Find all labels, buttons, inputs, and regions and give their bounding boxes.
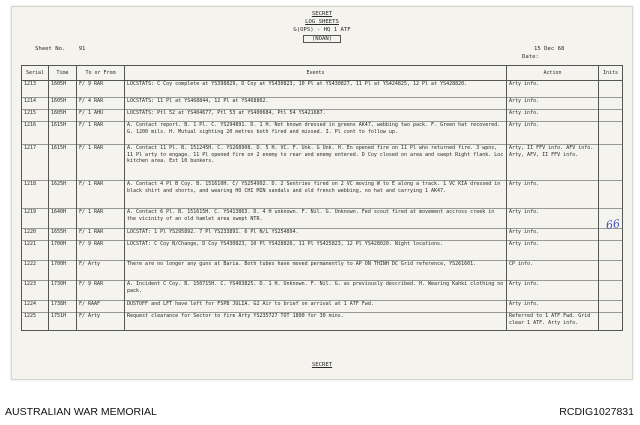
time-cell: 1640H [49, 209, 77, 229]
inits-cell [599, 110, 623, 122]
inits-cell [599, 301, 623, 313]
table-row [22, 229, 623, 241]
time-cell: 1655H [49, 229, 77, 241]
subtitle: (NOAN) [303, 35, 341, 43]
table-row [22, 301, 623, 313]
time-cell: 1751H [49, 313, 77, 331]
inits-cell [599, 313, 623, 331]
action-cell: Arty, II FFV info. AFV info. Arty, AFV, II FFV info. [507, 145, 599, 181]
events-cell: There are no longer any guns at Baria. Both tubes have moved permanently to AP ON THINH DC Grid reference, YS261601. [125, 261, 507, 281]
serial-cell: 1223 [22, 281, 49, 301]
serial-cell: 1225 [22, 313, 49, 331]
to-from-cell: F/ RAAF [77, 301, 125, 313]
events-cell: LOCSTAT: C Coy N/Change, D Coy YS430823, 10 Pl YS428826, 11 Pl YS425823, 12 Pl YS428020. Night locations. [125, 241, 507, 261]
inits-cell [599, 281, 623, 301]
to-from-cell: F/ 1 RAR [77, 229, 125, 241]
serial-cell: 1216 [22, 122, 49, 145]
serial-cell: 1215 [22, 110, 49, 122]
serial-cell: 1217 [22, 145, 49, 181]
inits-cell [599, 261, 623, 281]
events-cell: A. Contact 11 Pl. B. 151245H. C. YS268908. D. 5 H. VC. F. Unk. G Unk. H. En opened fire on 11 Pl who returned fire. 3 wpns, 11 Pl arty to engage. 11 Pl opened fire on 2 enemy to rear and enemy entered. D Coy closed on area and swept Right flank. Loc kitchen area. Est 10 bunkers. [125, 145, 507, 181]
col-action: Action [507, 66, 599, 81]
inits-cell [599, 122, 623, 145]
inits-cell [599, 81, 623, 98]
serial-cell: 1221 [22, 241, 49, 261]
time-cell: 1730H [49, 281, 77, 301]
to-from-cell: F/ 1 AHU [77, 110, 125, 122]
action-cell: Arty info. [507, 209, 599, 229]
events-cell: DUSTOFF and LFT have left for FSPB JULIA. G2 Air to brief on arrival at 1 ATF Fwd. [125, 301, 507, 313]
log-table-body [22, 81, 623, 331]
table-row [22, 81, 623, 98]
table-row [22, 281, 623, 301]
to-from-cell: F/ Arty [77, 313, 125, 331]
time-cell: 1700H [49, 241, 77, 261]
handwritten-mark: 66 [605, 217, 621, 232]
events-cell: LOCSTAT: 1 Pl YS295892. 7 Pl YS233891. 6 Pl N/L YS254894. [125, 229, 507, 241]
to-from-cell: F/ 9 RAR [77, 81, 125, 98]
time-cell: 1605H [49, 110, 77, 122]
to-from-cell: F/ 1 RAR [77, 122, 125, 145]
col-time: Time [49, 66, 77, 81]
to-from-cell: F/ 1 RAR [77, 145, 125, 181]
to-from-cell: F/ 9 RAR [77, 281, 125, 301]
table-row [22, 241, 623, 261]
document-title: LOG SHEETS [305, 19, 339, 25]
time-cell: 1625H [49, 181, 77, 209]
events-cell: A. Contact 4 Pl B Coy. B. 151610H. C/ YS254902. D. 2 Sentries fired on 2 VC moving W to E along a track. 1 VC KIA dressed in black shirt and shorts, and wearing HO CHI MIN sandals and old french webbing, no hat and carrying 1 AK47. [125, 181, 507, 209]
table-header-row [22, 66, 623, 81]
time-cell: 1615H [49, 145, 77, 181]
action-cell: Arty info. [507, 301, 599, 313]
table-row [22, 122, 623, 145]
events-cell: A. Incident C Coy. B. 150715H. C. YS403825. D. 1 H. Unknown. F. Nil. G. as previously described. H. Wearing Kahki clothing no pack. [125, 281, 507, 301]
time-cell: 1738H [49, 301, 77, 313]
footer-record-id: RCDIG1027831 [559, 406, 634, 418]
table-row [22, 110, 623, 122]
to-from-cell: F/ 4 RAR [77, 98, 125, 110]
log-table [21, 65, 623, 331]
serial-cell: 1214 [22, 98, 49, 110]
inits-cell [599, 98, 623, 110]
footer-archive-name: AUSTRALIAN WAR MEMORIAL [5, 406, 157, 418]
events-cell: A. Contact 6 Pl. B. 151615H. C. YS413863. D. 4 H unknown. F. Nil. G. Unknown. Fed scout fired at movement accross creek in the vicinity of an old hamlet area swept NTR. [125, 209, 507, 229]
sheet-number [35, 46, 85, 52]
serial-cell: 1213 [22, 81, 49, 98]
col-events: Events [125, 66, 507, 81]
action-cell: Arty info. [507, 110, 599, 122]
col-to-from: To or From [77, 66, 125, 81]
serial-cell: 1218 [22, 181, 49, 209]
date-value: 15 Dec 68 [534, 46, 565, 52]
events-cell: LOCSTATS: 11 Pl at YS468844, 12 Pl at YS468862. [125, 98, 507, 110]
events-cell: LOCSTATS: C Coy complete at YS398829, D Coy at YS430823, 10 Pl at YS430827, 11 Pl at YS424825, 12 Pl at YS428820. [125, 81, 507, 98]
action-cell: Arty info. [507, 81, 599, 98]
time-cell: 1605H [49, 81, 77, 98]
action-cell: Referred to 1 ATF Fwd. Grid clear 1 ATF. Arty info. [507, 313, 599, 331]
action-cell: Arty info. [507, 229, 599, 241]
to-from-cell: F/ 1 RAR [77, 181, 125, 209]
inits-cell [599, 241, 623, 261]
to-from-cell: F/ Arty [77, 261, 125, 281]
to-from-cell: F/ 9 RAR [77, 241, 125, 261]
sheet-value: 91 [78, 46, 86, 52]
action-cell: Arty info. [507, 98, 599, 110]
col-inits: Inits [599, 66, 623, 81]
events-cell: LOCSTATS: Ptl 52 at YS404677, Ptl 53 at YS400684, Ptl 54 YS421687. [125, 110, 507, 122]
table-row [22, 98, 623, 110]
inits-cell [599, 181, 623, 209]
inits-cell [599, 145, 623, 181]
table-row [22, 181, 623, 209]
col-serial: Serial [22, 66, 49, 81]
events-cell: A. Contact report. B. 1 Pl. C. YS294891. D. 1 H. Not known dressed in greens AK47, webbing two pack. F. Green hat recovered. G. 1200 mils. H. Mutual sighting 20 metres both fired and missed. I. Pl cont to follow up. [125, 122, 507, 145]
events-cell: Request clearance for Sector to fire Arty YS235727 TOT 1800 for 30 mins. [125, 313, 507, 331]
serial-cell: 1220 [22, 229, 49, 241]
table-row [22, 209, 623, 229]
to-from-cell: F/ 1 RAR [77, 209, 125, 229]
time-cell: 1615H [49, 122, 77, 145]
table-row [22, 261, 623, 281]
time-cell: 1605H [49, 98, 77, 110]
subtitle-box [252, 36, 392, 42]
sheet-label: Sheet No. [35, 46, 66, 52]
table-row [22, 313, 623, 331]
table-row [22, 145, 623, 181]
serial-cell: 1222 [22, 261, 49, 281]
time-cell: 1700H [49, 261, 77, 281]
action-cell: Arty info. [507, 181, 599, 209]
classification-top: SECRET [311, 11, 333, 17]
action-cell: Arty info. [507, 281, 599, 301]
serial-cell: 1219 [22, 209, 49, 229]
action-cell: Arty info. [507, 241, 599, 261]
serial-cell: 1224 [22, 301, 49, 313]
classification-bottom: SECRET [311, 362, 333, 368]
date-label: Date: [522, 54, 539, 60]
unit-line: G(OPS) - HQ 1 ATF [293, 27, 351, 33]
action-cell: Arty info. [507, 122, 599, 145]
action-cell: CP info. [507, 261, 599, 281]
